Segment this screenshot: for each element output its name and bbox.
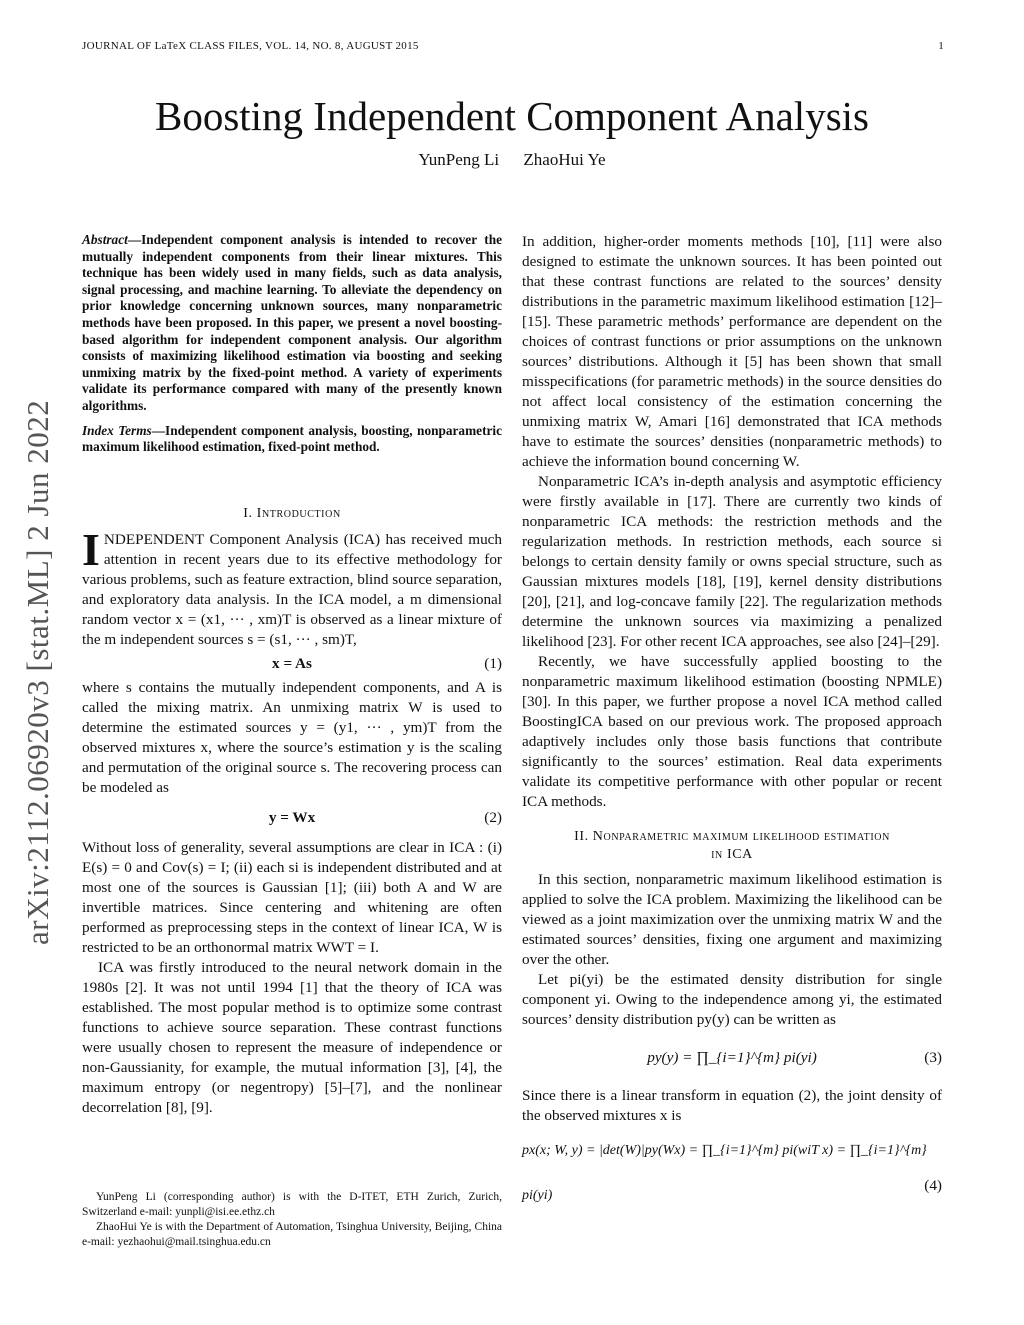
body-paragraph: Since there is a linear transform in equation (2), the joint density of the observed mixtures x is [522,1087,942,1124]
equation-number: (4) [924,1177,942,1194]
left-column [82,232,502,1118]
body-paragraph: In addition, higher-order moments methods [10], [11] were also designed to estimate the unknown sources. It has been pointed out that these contrast functions are related to the sources’ density distributions in the parametric maximum likelihood estimation [12]–[15]. These parametric methods’ performance are dependent on the choices of contrast functions or prior assumptions on the unknown sources’ distributions. Although it [5] has been shown that small misspecifications (for parametric methods) in the source densities do not affect local consistency of the estimation concerning the unmixing matrix W, Amari [16] demonstrated that ICA methods have to estimate the sources’ densities (nonparametric methods) to achieve the information bound concerning W. [522,233,942,470]
abstract-text: —Independent component analysis is intended to recover the mutually independent components from their linear mixtures. This technique has been widely used in many fields, such as data analysis, signal processing, and machine learning. To alleviate the dependency on prior knowledge concerning unknown sources, many nonparametric methods have been proposed. In this paper, we present a novel boosting-based algorithm for independent component analysis. Our algorithm consists of maximizing likelihood estimation via boosting and seeking unmixing matrix by the fixed-point method. A variety of experiments validate its performance compared with many of the presently known algorithms. [82,232,502,413]
footnote: ZhaoHui Ye is with the Department of Automation, Tsinghua University, Beijing, China e-mail: yezhaohui@mail.tsinghua.edu.cn [82,1221,502,1248]
section-heading [522,828,942,864]
abstract [82,232,502,415]
section-heading-line: in ICA [711,847,753,862]
intro-paragraph: ICA was firstly introduced to the neural network domain in the 1980s [2]. It was not until 1994 [1] that the theory of ICA was established. The most popular method is to optimize some contrast functions to achieve source separation. These contrast functions were usually chosen to represent the measure of independence or non-Gaussianity, for example, the mutual information [3], [4], the maximum entropy (or negentropy) [5]–[7], and the nonlinear decorrelation [8], [9]. [82,958,502,1116]
equation-body: y = Wx [268,808,316,826]
page-number: 1 [938,40,944,52]
equation-3 [522,1032,942,1084]
footnotes [82,1190,502,1250]
body-paragraph: Let pi(yi) be the estimated density distribution for single component yi. Owing to the independence among yi, the estimated sources’ density distribution py(y) can be written as [522,971,942,1028]
equation-1 [82,652,502,676]
index-terms-text: —Independent component analysis, boosting, nonparametric maximum likelihood estimation, fixed-point method. [82,422,502,455]
intro-paragraph: Without loss of generality, several assumptions are clear in ICA : (i) E(s) = 0 and Cov(s) = I; (ii) each si is independent distributed and at most one of the sources is Gaussian [1]; (iii) both A and W are invertible matrices. Since centering and whitening are often performed as preprocessing steps in the context of linear ICA, W is restricted to be an orthonormal matrix WWT = I. [82,838,502,956]
equation-4 [522,1128,942,1203]
author-list [0,150,1024,170]
arxiv-stamp: arXiv:2112.06920v3 [stat.ML] 2 Jun 2022 [20,399,55,945]
intro-paragraph: where s contains the mutually independent components, and A is called the mixing matrix. An unmixing matrix W is used to determine the estimated sources y = (y1, ··· , ym)T from the observed mixtures x, where the source’s estimation y is the scaling and permutation of the original source s. The recovering process can be modeled as [82,678,502,796]
running-header: JOURNAL OF LaTeX CLASS FILES, VOL. 14, NO. 8, AUGUST 2015 [82,40,419,52]
equation-number: (1) [484,654,502,672]
equation-body: x = As [272,654,312,672]
footnote: YunPeng Li (corresponding author) is with the D-ITET, ETH Zurich, Zurich, Switzerland e-mail: yunpli@isi.ee.ethz.ch [82,1191,502,1218]
equation-body: py(y) = ∏_{i=1}^{m} pi(yi) [647,1049,817,1066]
intro-paragraph: INDEPENDENT Component Analysis (ICA) has received much attention in recent years due to its effective methodology for various problems, such as feature extraction, blind source separation, and exploratory data analysis. In the ICA model, a m dimensional random vector x = (x1, ··· , xm)T is observed as a linear mixture of the m independent sources s = (s1, ··· , sm)T, [82,523,502,648]
section-heading: I. Introduction [243,505,341,521]
author-name: YunPeng Li [418,150,500,169]
body-paragraph: In this section, nonparametric maximum likelihood estimation is applied to solve the ICA problem. Maximizing the likelihood can be viewed as a joint maximization over the unmixing matrix W and the estimated sources’ densities, fixing one argument and maximizing over the other. [522,871,942,968]
body-paragraph: Nonparametric ICA’s in-depth analysis and asymptotic efficiency were firstly available in [17]. There are currently two kinds of nonparametric ICA methods: the restriction methods and the regularization methods. In restriction methods, each source si belongs to certain density family or owns special structure, such as Gaussian mixtures models [18], [19], kernel density distributions [20], [21], and log-concave family [22]. The regularization methods determine the unknown sources via maximizing a penalized likelihood [23]. For other recent ICA approaches, see also [24]–[29]. [522,473,942,650]
right-column [522,232,942,1203]
equation-number: (3) [924,1049,942,1066]
abstract-label: Abstract [82,232,128,247]
section-heading-line: II. Nonparametric maximum likelihood estimation [574,829,890,844]
index-terms-label: Index Terms [82,422,152,438]
paper-title: Boosting Independent Component Analysis [154,93,870,139]
author-name: ZhaoHui Ye [523,150,606,169]
equation-2 [82,806,502,830]
equation-body: px(x; W, y) = |det(W)|py(Wx) = ∏_{i=1}^{m} pi(wiT x) = ∏_{i=1}^{m} pi(yi) [522,1143,927,1203]
equation-number: (2) [484,808,502,826]
body-paragraph: Recently, we have successfully applied boosting to the nonparametric maximum likelihood estimation (boosting NPMLE) [30]. In this paper, we further propose a novel ICA method called BoostingICA based on our previous work. The proposed approach adaptively includes only those basis functions that contribute significantly to the sources’ estimation. Real data experiments validate its competitive performance with other popular or recent ICA methods. [522,653,942,810]
index-terms [82,423,502,456]
